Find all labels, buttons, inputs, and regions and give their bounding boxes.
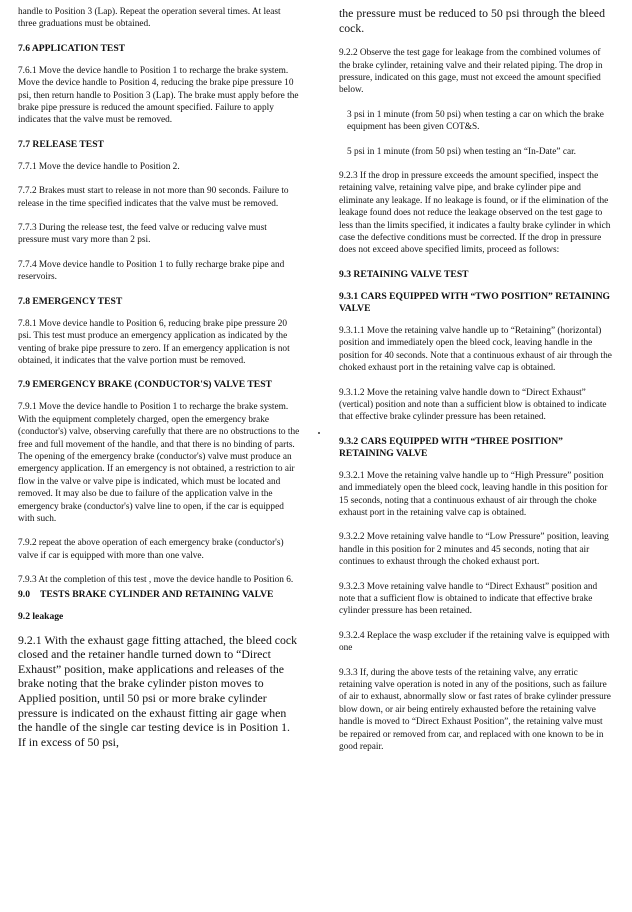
left-heading-10: 7.9 EMERGENCY BRAKE (CONDUCTOR'S) VALVE TEST — [18, 379, 272, 391]
left-paragraph-0: handle to Position 3 (Lap). Repeat the operation several times. At least three graduations must be obtained. — [18, 7, 281, 30]
left-paragraph-7: 7.7.4 Move device handle to Position 1 to fully recharge brake pipe and reservoirs. — [18, 259, 285, 283]
right-paragraph-2: 3 psi in 1 minute (from 50 psi) when testing a car on which the brake equipment has been given COT&S. — [347, 109, 604, 133]
right-heading-6: 9.3.1 CARS EQUIPPED WITH “TWO POSITION” RETAINING VALVE — [339, 290, 610, 314]
right-paragraph-4: 9.2.3 If the drop in pressure exceeds the amount specified, inspect the retaining valve, retaining valve pipe, and brake cylinder pipe and eliminate any leakage. If no leakage is found, or if the elimination of the leakage found does not reduce the leakage observed on the test gage to less than the limits specified, it indicates a faulty brake cylinder in which case the defective conditions must be corrected. If the drop in pressure does not exceed above specified limits, proceed as follows: — [339, 171, 611, 256]
right-paragraph-1: 9.2.2 Observe the test gage for leakage from the combined volumes of the brake cylinder, retaining valve and their related piping. The drop in pressure, indicated on this gage, must not exceed the amount specified below. — [339, 48, 603, 96]
left-heading-15: 9.2 leakage — [18, 610, 64, 622]
right-paragraph-8: 9.3.1.2 Move the retaining valve handle down to “Direct Exhaust” (vertical) position and note than a sufficient blow is obtained to indicate that effective brake cylinder pressure has been retained. — [339, 387, 607, 423]
right-paragraph-0: the pressure must be reduced to 50 psi through the bleed cock. — [339, 6, 606, 35]
section-number: 9.0 — [18, 588, 30, 600]
right-paragraph-12: 9.3.2.3 Move retaining valve handle to “Direct Exhaust” position and note that a sufficient flow is obtained to indicate that effective brake cylinder pressure has been retained. — [339, 581, 598, 617]
left-heading-3: 7.7 RELEASE TEST — [18, 138, 104, 150]
left-paragraph-16: 9.2.1 With the exhaust gage fitting attached, the bleed cock closed and the retainer handle turned down to “Direct Exhaust” position, make applications and releases of the brake noting that the brake cylinder piston moves to Applied position, until 50 psi or more brake cylinder pressure is indicated on the exhaust fitting air gage when the handle of the single car testing device is in Position 1. If in excess of 50 psi, — [18, 632, 298, 749]
left-paragraph-4: 7.7.1 Move the device handle to Position 2. — [18, 161, 180, 172]
scan-speck — [318, 432, 320, 434]
right-paragraph-3: 5 psi in 1 minute (from 50 psi) when testing an “In-Date” car. — [347, 146, 577, 157]
left-column — [18, 6, 300, 761]
right-paragraph-14: 9.3.3 If, during the above tests of the retaining valve, any erratic retaining valve operation is noted in any of the positions, such as failure of air to exhaust, abnormally slow or fast rates of brake cylinder pressure blow down, or air being entirely exhausted before the retaining valve handle is moved to “Direct Exhaust Position”, the retaining valve must be repaired or removed from car, and replaced with one known to be in good repair. — [339, 667, 611, 753]
left-paragraph-11: 7.9.1 Move the device handle to Position 1 to recharge the brake system. With the equipment completely charged, open the emergency brake (conductor's) valve, observing carefully that there are no obstructions to the free and full movement of the handle, and that there is no binding of parts. The opening of the emergency brake (conductor's) valve must produce an emergency application. If an emergency is not obtained, a restriction to air flow in the valve or valve pipe is indicated, which must be located and removed. It may also be due to failure of the application valve in the emergency brake (conductor's) valve line to open, if the car is equipped with such. — [18, 402, 300, 524]
right-column — [339, 6, 613, 765]
right-paragraph-11: 9.3.2.2 Move retaining valve handle to “Low Pressure” position, leaving handle in this position for 2 minutes and 45 seconds, noting that air continues to exhaust through the choked exhaust port. — [339, 532, 609, 568]
left-paragraph-13: 7.9.3 At the completion of this test , move the device handle to Position 6. — [18, 575, 294, 586]
left-section-heading-14 — [18, 589, 300, 601]
left-paragraph-6: 7.7.3 During the release test, the feed valve or reducing valve must pressure must vary more than 2 psi. — [18, 223, 267, 246]
right-heading-9: 9.3.2 CARS EQUIPPED WITH “THREE POSITION” RETAINING VALVE — [339, 435, 563, 459]
left-heading-8: 7.8 EMERGENCY TEST — [18, 295, 123, 307]
right-paragraph-10: 9.3.2.1 Move the retaining valve handle up to “High Pressure” position and immediately open the bleed cock, leaving handle in this position for 15 seconds, noting that a continuous exhaust of air through the choke exhaust port in the retaining valve cap is obtained. — [339, 470, 608, 518]
right-paragraph-7: 9.3.1.1 Move the retaining valve handle up to “Retaining” (horizontal) position and immediately open the bleed cock, leaving handle in the position for 40 seconds. Note that a continuous exhaust of air through the choked exhaust port in the retaining valve cap is obtained. — [339, 325, 612, 374]
right-heading-5: 9.3 RETAINING VALVE TEST — [339, 268, 469, 280]
section-title: TESTS BRAKE CYLINDER AND RETAINING VALVE — [40, 588, 274, 600]
right-paragraph-13: 9.3.2.4 Replace the wasp excluder if the retaining valve is equipped with one — [339, 630, 610, 654]
left-paragraph-5: 7.7.2 Brakes must start to release in not more than 90 seconds. Failure to release in the time specified indicates that the valve must be removed. — [18, 186, 289, 209]
left-paragraph-12: 7.9.2 repeat the above operation of each emergency brake (conductor's) valve if car is equipped with more than one valve. — [18, 538, 284, 561]
left-paragraph-9: 7.8.1 Move device handle to Position 6, reducing brake pipe pressure 20 psi. This test must produce an emergency application as indicated by the venting of brake pipe pressure to zero. If an emergency application is not obtained, it indicates that the valve portion must be removed. — [18, 318, 290, 366]
left-paragraph-2: 7.6.1 Move the device handle to Position 1 to recharge the brake system. Move the device handle to Position 4, reducing the brake pipe pressure 10 psi, then return handle to Position 3 (Lap). The brake must apply before the brake pipe pressure is reduced the amount specified. Failure to apply indicates that the valve must be removed. — [18, 65, 299, 126]
left-heading-1: 7.6 APPLICATION TEST — [18, 42, 126, 54]
